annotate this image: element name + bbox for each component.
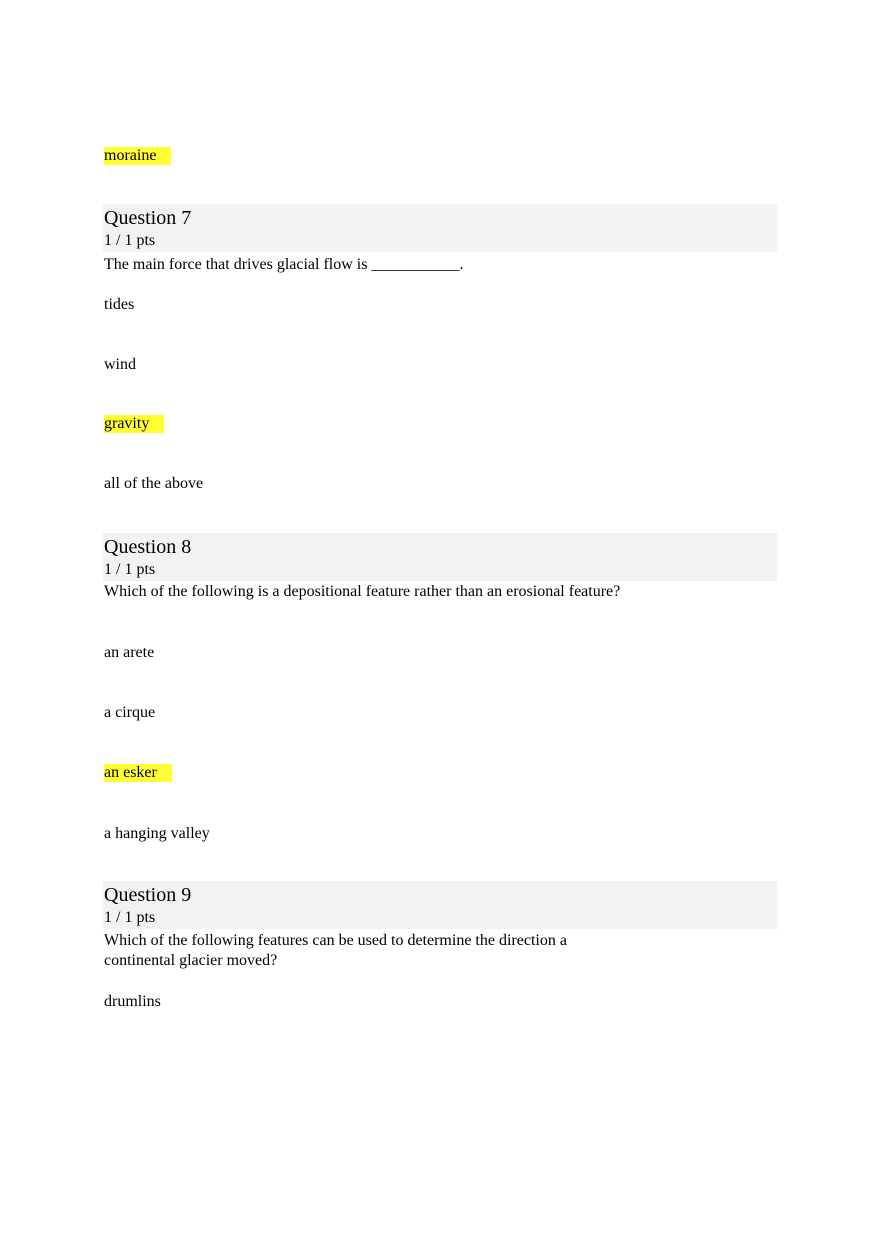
answer-option: all of the above bbox=[104, 475, 204, 492]
question-text: The main force that drives glacial flow is ___________. bbox=[104, 256, 464, 273]
answer-option: drumlins bbox=[104, 993, 161, 1010]
question-title: Question 9 bbox=[104, 884, 192, 906]
answer-option-selected: gravity bbox=[104, 415, 164, 433]
question-title: Question 7 bbox=[104, 207, 192, 229]
question-text: Which of the following features can be used to determine the direction a continental glacier moved? bbox=[104, 932, 567, 969]
question-points: 1 / 1 pts bbox=[104, 909, 156, 926]
answer-option-selected: an esker bbox=[104, 764, 172, 782]
question-title: Question 8 bbox=[104, 536, 192, 558]
question-header bbox=[103, 881, 777, 929]
question-text: Which of the following is a depositional feature rather than an erosional feature? bbox=[104, 583, 621, 600]
answer-option: a hanging valley bbox=[104, 825, 210, 842]
question-header bbox=[103, 204, 777, 252]
answer-option-selected: moraine bbox=[104, 147, 171, 165]
question-header bbox=[103, 533, 777, 581]
answer-option: tides bbox=[104, 296, 135, 313]
answer-option: wind bbox=[104, 356, 136, 373]
answer-option: an arete bbox=[104, 644, 155, 661]
question-points: 1 / 1 pts bbox=[104, 232, 156, 249]
question-points: 1 / 1 pts bbox=[104, 561, 156, 578]
answer-option: a cirque bbox=[104, 704, 156, 721]
